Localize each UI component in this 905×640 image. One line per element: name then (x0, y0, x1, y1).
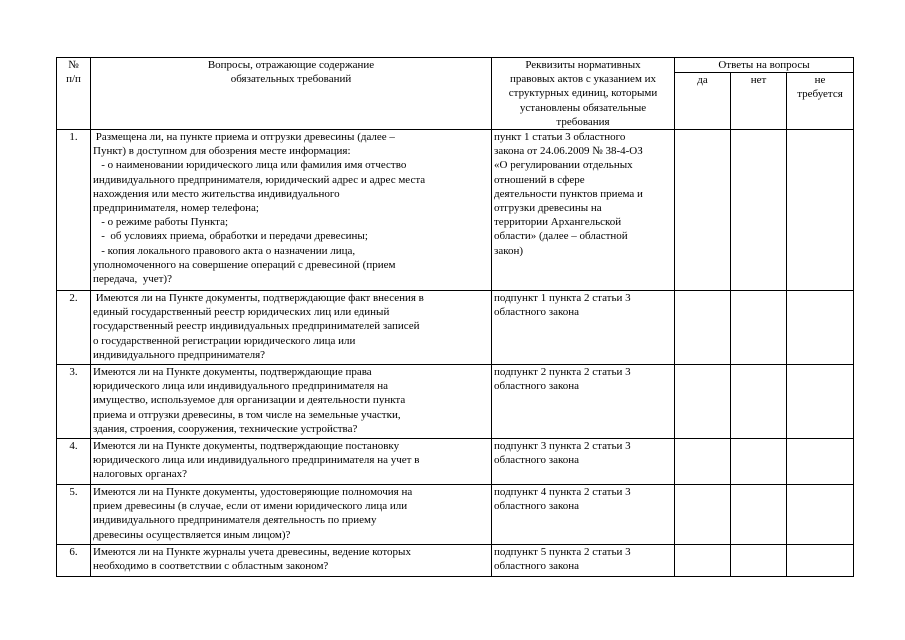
legal-reference-cell (492, 545, 675, 577)
table-body (57, 130, 854, 577)
header-answer-not-required (787, 73, 854, 130)
reference-line: областного закона (494, 500, 580, 513)
header-row (57, 58, 854, 73)
question-line: передача, учет)? (93, 273, 172, 286)
reference-line: подпункт 4 пункта 2 статьи 3 (494, 486, 631, 499)
question-line: уполномоченного на совершение операций с древесиной (прием (93, 258, 396, 271)
question-line: единый государственный реестр юридических лиц или единый (93, 306, 390, 319)
question-line: имущество, используемое для организации и деятельности пункта (93, 394, 406, 407)
legal-reference-cell (492, 130, 675, 291)
header-answers: Ответы на вопросы (675, 58, 854, 73)
reference-line: закон) (494, 244, 524, 257)
reference-line: закона от 24.06.2009 № 38-4-ОЗ (494, 145, 643, 158)
reference-line: областного закона (494, 380, 580, 393)
reference-line: областного закона (494, 560, 580, 573)
reference-line: областного закона (494, 454, 580, 467)
question-line: необходимо в соответствии с областным законом? (93, 560, 329, 573)
answer-no-cell[interactable] (731, 545, 787, 577)
question-line: Пункт) в доступном для обозрения месте информация: (93, 145, 351, 158)
question-line: налоговых органах? (93, 468, 187, 481)
answer-no-cell[interactable] (731, 439, 787, 485)
question-line: юридического лица или индивидуального предпринимателя на (93, 380, 388, 393)
answer-no-cell[interactable] (731, 485, 787, 545)
requirements-checklist-table (56, 57, 854, 577)
reference-line: подпункт 1 пункта 2 статьи 3 (494, 292, 631, 305)
answer-not-required-cell[interactable] (787, 291, 854, 365)
question-line: индивидуального предпринимателя? (93, 348, 266, 361)
answer-not-required-cell[interactable] (787, 439, 854, 485)
question-line: прием древесины (в случае, если от имени юридического лица или (93, 500, 408, 513)
header-answer-no: нет (731, 73, 787, 130)
question-line: - копия локального правового акта о назначении лица, (93, 244, 356, 257)
checklist-row (57, 365, 854, 439)
question-cell (91, 485, 492, 545)
question-line: юридического лица или индивидуального предпринимателя на учет в (93, 454, 420, 467)
answer-no-cell[interactable] (731, 365, 787, 439)
reference-line: пункт 1 статьи 3 областного (494, 131, 626, 144)
answer-yes-cell[interactable] (675, 130, 731, 291)
reference-line: отношений в сфере (494, 173, 585, 186)
question-line: - об условиях приема, обработки и передачи древесины; (93, 230, 368, 243)
answer-not-required-cell[interactable] (787, 365, 854, 439)
question-line: - о режиме работы Пункта; (93, 216, 229, 229)
row-number: 2. (57, 291, 91, 365)
question-line: древесины осуществляется иным лицом)? (93, 528, 291, 541)
header-number (57, 58, 91, 130)
question-line: Имеются ли на Пункте документы, подтверждающие права (93, 366, 372, 379)
answer-yes-cell[interactable] (675, 439, 731, 485)
answer-no-cell[interactable] (731, 130, 787, 291)
question-cell (91, 365, 492, 439)
question-line: приема и отгрузки древесины, в том числе на земельные участки, (93, 408, 401, 421)
answer-yes-cell[interactable] (675, 485, 731, 545)
row-number: 6. (57, 545, 91, 577)
question-line: Имеются ли на Пункте документы, подтверждающие факт внесения в (93, 292, 424, 305)
legal-reference-cell (492, 365, 675, 439)
question-line: Имеются ли на Пункте журналы учета древесины, ведение которых (93, 546, 411, 559)
header-questions (91, 58, 492, 130)
header-answer-not-required-text: не требуется (797, 74, 843, 101)
question-line: Имеются ли на Пункте документы, удостоверяющие полномочия на (93, 486, 413, 499)
checklist-row (57, 485, 854, 545)
question-line: о государственной регистрации юридического лица или (93, 334, 356, 347)
row-number: 1. (57, 130, 91, 291)
reference-line: подпункт 5 пункта 2 статьи 3 (494, 546, 631, 559)
header-legal-references (492, 58, 675, 130)
question-line: предпринимателя, номер телефона; (93, 202, 259, 215)
answer-yes-cell[interactable] (675, 291, 731, 365)
question-cell (91, 439, 492, 485)
question-line: - о наименовании юридического лица или фамилия имя отчество (93, 159, 407, 172)
question-line: индивидуального предпринимателя, юридический адрес и адрес места (93, 173, 426, 186)
question-cell (91, 130, 492, 291)
question-cell (91, 545, 492, 577)
answer-yes-cell[interactable] (675, 545, 731, 577)
reference-line: «О регулировании отдельных (494, 159, 633, 172)
checklist-row (57, 291, 854, 365)
reference-line: деятельности пунктов приема и (494, 187, 643, 200)
checklist-row (57, 130, 854, 291)
answer-not-required-cell[interactable] (787, 545, 854, 577)
header-answer-yes: да (675, 73, 731, 130)
reference-line: отгрузки древесины на (494, 202, 602, 215)
question-line: Размещена ли, на пункте приема и отгрузки древесины (далее – (93, 131, 395, 144)
question-line: здания, строения, сооружения, технические устройства? (93, 422, 358, 435)
header-questions-text: Вопросы, отражающие содержание обязательных требований (207, 59, 375, 86)
header-number-text: № п/п (66, 59, 81, 86)
header-legal-references-text: Реквизиты нормативных правовых актов с указанием их структурных единиц, которыми установлены обязательные требования (508, 59, 658, 128)
checklist-row (57, 439, 854, 485)
row-number: 4. (57, 439, 91, 485)
row-number: 3. (57, 365, 91, 439)
checklist-row (57, 545, 854, 577)
question-cell (91, 291, 492, 365)
reference-line: подпункт 2 пункта 2 статьи 3 (494, 366, 631, 379)
answer-not-required-cell[interactable] (787, 130, 854, 291)
answer-yes-cell[interactable] (675, 365, 731, 439)
legal-reference-cell (492, 439, 675, 485)
question-line: Имеются ли на Пункте документы, подтверждающие постановку (93, 440, 400, 453)
reference-line: подпункт 3 пункта 2 статьи 3 (494, 440, 631, 453)
question-line: индивидуального предпринимателя деятельность по приему (93, 514, 377, 527)
legal-reference-cell (492, 291, 675, 365)
table-header (57, 58, 854, 130)
question-line: нахождения или место жительства индивидуального (93, 187, 340, 200)
legal-reference-cell (492, 485, 675, 545)
reference-line: территории Архангельской (494, 216, 622, 229)
reference-line: области» (далее – областной (494, 230, 628, 243)
row-number: 5. (57, 485, 91, 545)
reference-line: областного закона (494, 306, 580, 319)
answer-not-required-cell[interactable] (787, 485, 854, 545)
question-line: государственный реестр индивидуальных предпринимателей записей (93, 320, 420, 333)
answer-no-cell[interactable] (731, 291, 787, 365)
